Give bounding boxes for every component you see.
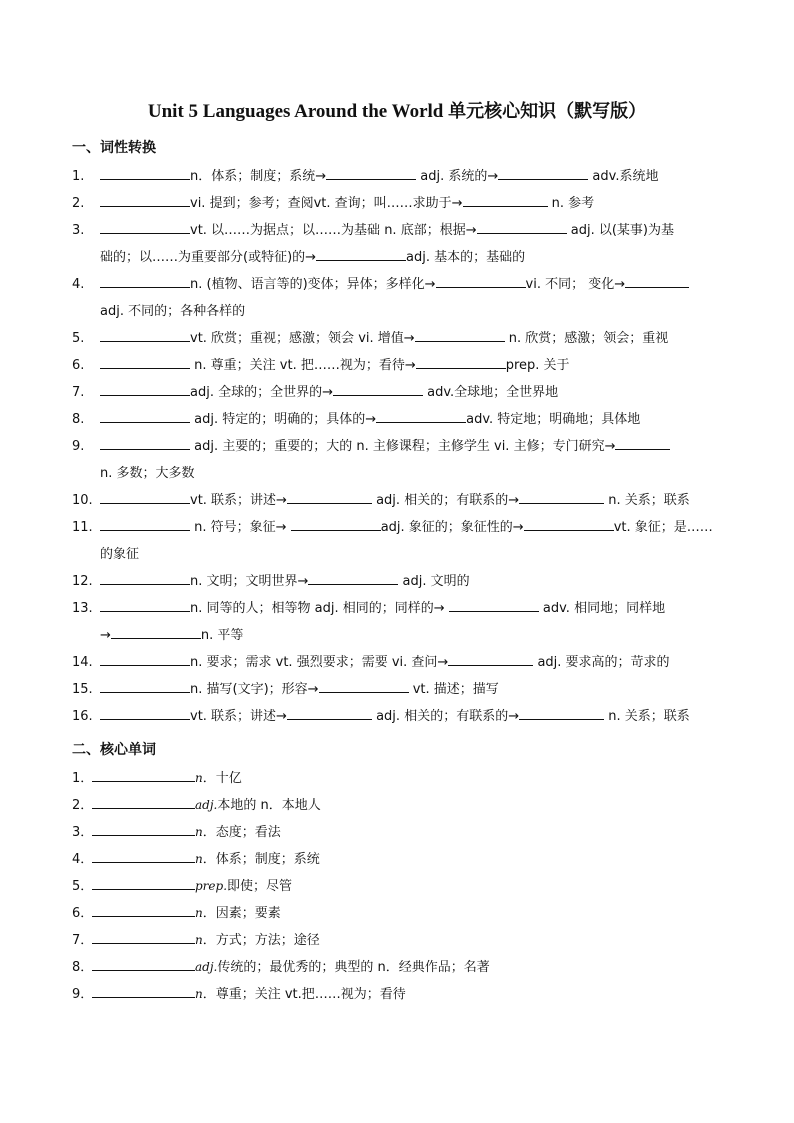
- answer-blank[interactable]: [100, 408, 190, 423]
- answer-blank[interactable]: [477, 219, 567, 234]
- answer-blank[interactable]: [100, 678, 190, 693]
- list-item-continued: 的象征: [100, 547, 140, 562]
- answer-blank[interactable]: [519, 705, 604, 720]
- answer-blank[interactable]: [100, 489, 190, 504]
- answer-blank[interactable]: [100, 354, 190, 369]
- answer-blank[interactable]: [326, 165, 416, 180]
- answer-blank[interactable]: [100, 327, 190, 342]
- answer-blank[interactable]: [100, 192, 190, 207]
- answer-blank[interactable]: [625, 273, 689, 288]
- answer-blank[interactable]: [415, 327, 505, 342]
- answer-blank[interactable]: [92, 929, 195, 944]
- answer-blank[interactable]: [92, 956, 195, 971]
- answer-blank[interactable]: [92, 902, 195, 917]
- list-item-continued: adj. 不同的；各种各样的: [100, 304, 246, 319]
- answer-blank[interactable]: [524, 516, 614, 531]
- answer-blank[interactable]: [100, 570, 190, 585]
- answer-blank[interactable]: [92, 767, 195, 782]
- answer-blank[interactable]: [416, 354, 506, 369]
- answer-blank[interactable]: [100, 381, 190, 396]
- answer-blank[interactable]: [308, 570, 398, 585]
- answer-blank[interactable]: [92, 848, 195, 863]
- answer-blank[interactable]: [449, 597, 539, 612]
- section-heading-1: 一、词性转换: [72, 140, 156, 156]
- answer-blank[interactable]: [448, 651, 533, 666]
- answer-blank[interactable]: [615, 435, 670, 450]
- answer-blank[interactable]: [100, 273, 190, 288]
- list-item-continued: n. 多数；大多数: [100, 466, 195, 481]
- answer-blank[interactable]: [92, 821, 195, 836]
- answer-blank[interactable]: [100, 435, 190, 450]
- title-en: Unit 5 Languages Around the World: [147, 101, 444, 122]
- answer-blank[interactable]: [100, 516, 190, 531]
- answer-blank[interactable]: [463, 192, 548, 207]
- answer-blank[interactable]: [316, 246, 406, 261]
- answer-blank[interactable]: [436, 273, 526, 288]
- answer-blank[interactable]: [519, 489, 604, 504]
- answer-blank[interactable]: [92, 875, 195, 890]
- answer-blank[interactable]: [291, 516, 381, 531]
- title-cn: 单元核心知识（默写版）: [448, 101, 647, 122]
- answer-blank[interactable]: [100, 165, 190, 180]
- answer-blank[interactable]: [100, 219, 190, 234]
- answer-blank[interactable]: [319, 678, 409, 693]
- answer-blank[interactable]: [100, 651, 190, 666]
- list-item-continued: → n. 平等: [100, 622, 752, 649]
- section-heading-2: 二、核心单词: [72, 742, 156, 758]
- page-title: [0, 97, 794, 123]
- answer-blank[interactable]: [92, 983, 195, 998]
- answer-blank[interactable]: [100, 597, 190, 612]
- answer-blank[interactable]: [111, 624, 201, 639]
- answer-blank[interactable]: [92, 794, 195, 809]
- answer-blank[interactable]: [333, 381, 423, 396]
- answer-blank[interactable]: [287, 489, 372, 504]
- answer-blank[interactable]: [100, 705, 190, 720]
- answer-blank[interactable]: [287, 705, 372, 720]
- answer-blank[interactable]: [376, 408, 466, 423]
- list-item-continued: 础的；以……为重要部分(或特征)的→ adj. 基本的；基础的: [100, 244, 752, 271]
- answer-blank[interactable]: [498, 165, 588, 180]
